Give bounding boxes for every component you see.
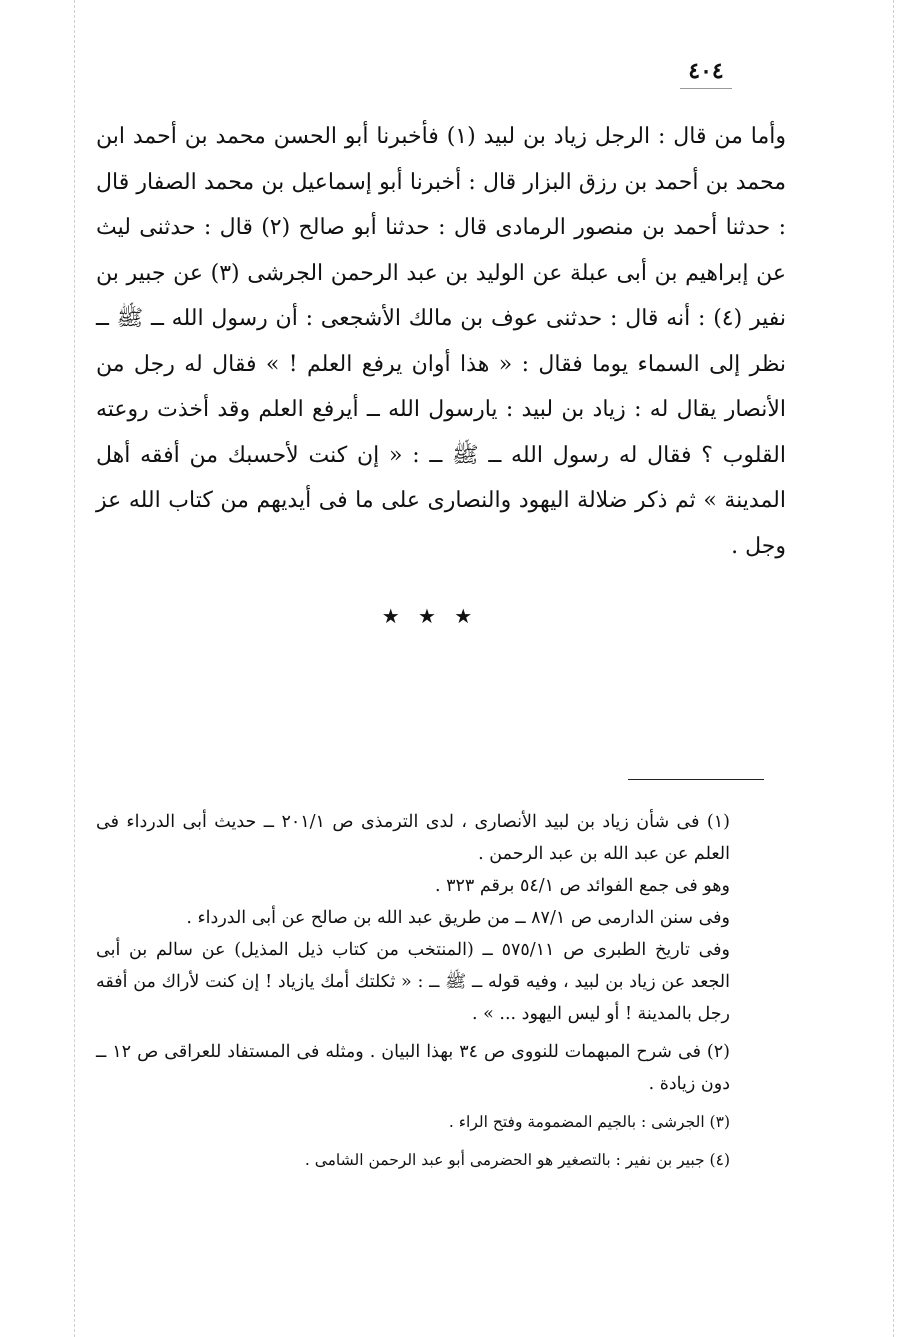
scan-margin-line-left [74,0,75,1337]
footnote-rule [628,779,764,780]
scan-margin-line-right [893,0,894,1337]
footnote-1-line-2: وهو فى جمع الفوائد ص ٥٤/١ برقم ٣٢٣ . [434,876,730,896]
footnote-1-line-1: (١) فى شأن زياد بن لبيد الأنصارى ، لدى الترمذى ص ٢٠١/١ ــ حديث أبى الدرداء فى العلم عن عبد الله بن عبد الرحمن . [96,812,730,864]
footnote-4: (٤) جبير بن نفير : بالتصغير هو الحضرمى أبو عبد الرحمن الشامى . [304,1151,730,1169]
footnote-2: (٢) فى شرح المبهمات للنووى ص ٣٤ بهذا البيان . ومثله فى المستفاد للعراقى ص ١٢ ــ دون زيادة . [96,1042,730,1094]
main-text [96,114,786,569]
footnotes [96,806,764,1176]
page-number: ٤٠٤ [688,58,724,84]
main-paragraph: وأما من قال : الرجل زياد بن لبيد (١) فأخبرنا أبو الحسن محمد بن أحمد ابن محمد بن أحمد بن رزق البزار قال : أخبرنا أبو إسماعيل بن محمد الصفار قال : حدثنا أحمد بن منصور الرمادى قال : حدثنا أبو صالح (٢) قال : حدثنى ليث عن إبراهيم بن أبى عبلة عن الوليد بن عبد الرحمن الجرشى (٣) عن جبير بن نفير (٤) : أنه قال : حدثنى عوف بن مالك الأشجعى : أن رسول الله ــ ﷺ ــ نظر إلى السماء يوما فقال : « هذا أوان يرفع العلم ! » فقال له رجل من الأنصار يقال له : زياد بن لبيد : يارسول الله ــ أيرفع العلم وقد أخذت روعته القلوب ؟ فقال له رسول الله ــ ﷺ ــ : « إن كنت لأحسبك من أفقه أهل المدينة » ثم ذكر ضلالة اليهود والنصارى على ما فى أيديهم من كتاب الله عز وجل . [96,124,787,559]
page-number-rule [680,88,732,89]
section-separator-stars: ★ ★ ★ [381,604,479,628]
footnote-1-line-4: وفى تاريخ الطبرى ص ٥٧٥/١١ ــ (المنتخب من كتاب ذيل المذيل) عن سالم بن أبى الجعد عن زياد بن لبيد ، وفيه قوله ــ ﷺ ــ : « ثكلتك أمك يازياد ! إن كنت لأراك من أفقه رجل بالمدينة ! أو ليس اليهود ... » . [96,940,730,1024]
footnote-3: (٣) الجرشى : بالجيم المضمومة وفتح الراء . [448,1113,730,1131]
footnote-1-line-3: وفى سنن الدارمى ص ٨٧/١ ــ من طريق عبد الله بن صالح عن أبى الدرداء . [186,908,730,928]
